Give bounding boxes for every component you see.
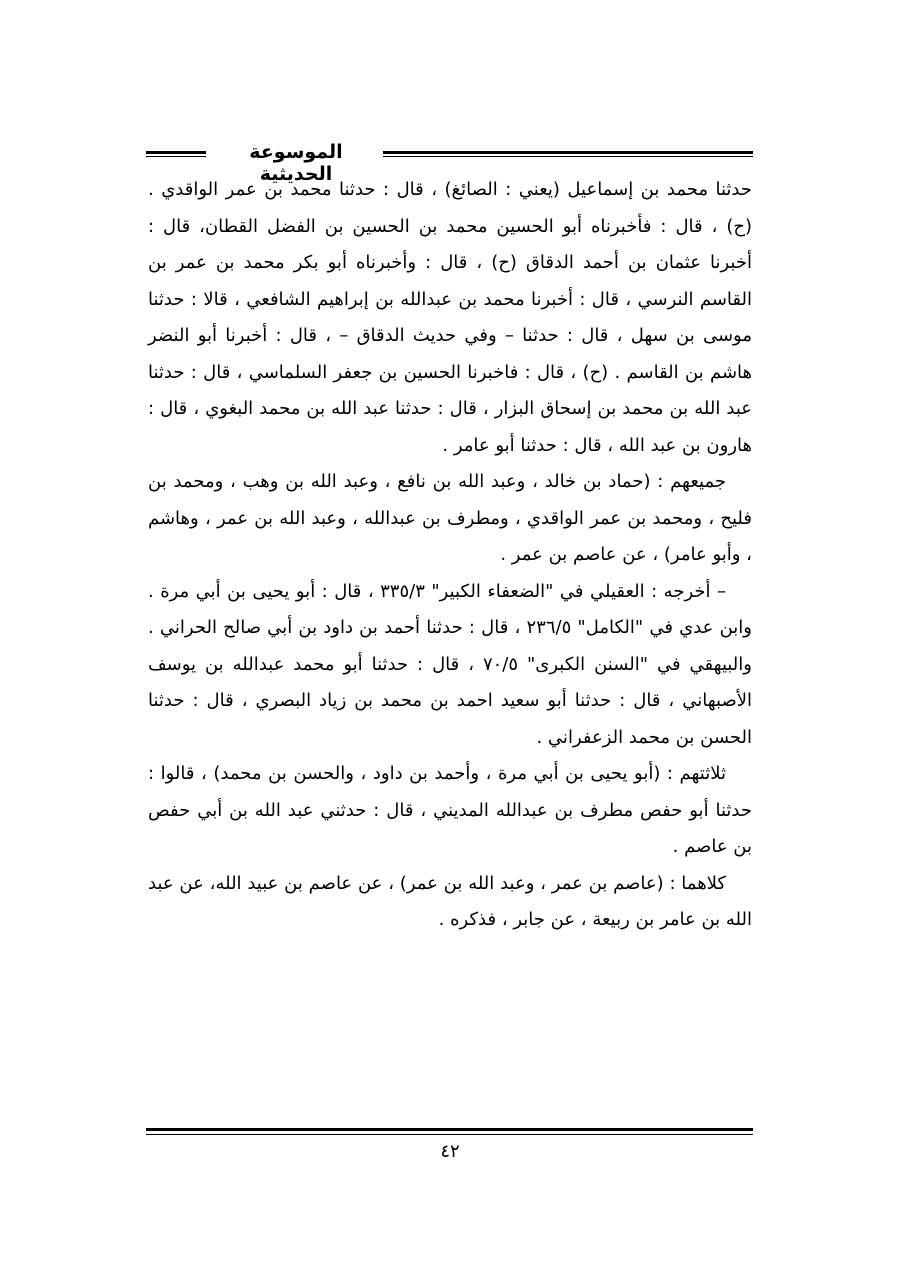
page-number: ٤٢ — [440, 1141, 460, 1162]
body-text — [148, 172, 752, 939]
paragraph-three: ثلاثتهم : (أبو يحيى بن أبي مرة ، وأحمد بن داود ، والحسن بن محمد) ، قالوا : حدثنا أبو حفص مطرف بن عبدالله المديني ، قال : حدثني عبد الله بن أبي حفص بن عاصم . — [148, 763, 752, 857]
footer-rule — [146, 1128, 753, 1135]
page-header — [146, 141, 753, 185]
header-rule-left — [146, 151, 206, 157]
header-rule-right — [383, 151, 753, 157]
paragraph-takhrij: – أخرجه : العقيلي في "الضعفاء الكبير" ٣٣٥/٣ ، قال : أبو يحيى بن أبي مرة . وابن عدي في "الكامل" ٢٣٦/٥ ، قال : حدثنا أحمد بن داود بن أبي صالح الحراني . والبيهقي في "السنن الكبرى" ٧٠/٥ ، قال : حدثنا أبو محمد عبدالله بن يوسف الأصبهاني ، قال : حدثنا أبو سعيد احمد بن محمد بن زياد البصري ، قال : حدثنا الحسن بن محمد الزعفراني . — [148, 580, 753, 748]
paragraph-narrators: جميعهم : (حماد بن خالد ، وعبد الله بن نافع ، وعبد الله بن وهب ، ومحمد بن فليح ، ومحمد بن عمر الواقدي ، ومطرف بن عبدالله ، وعبد الله بن عمر ، وهاشم ، وأبو عامر) ، عن عاصم بن عمر . — [148, 471, 752, 565]
paragraph-both: كلاهما : (عاصم بن عمر ، وعبد الله بن عمر) ، عن عاصم بن عبيد الله، عن عبد الله بن عامر بن ربيعة ، عن جابر ، فذكره . — [148, 872, 752, 930]
running-title: الموسوعة الحديثية — [249, 141, 343, 185]
paragraph-isnad: حدثنا محمد بن إسماعيل (يعني : الصائغ) ، قال : حدثنا محمد بن عمر الواقدي . (ح) ، قال : فأخبرناه أبو الحسين محمد بن الحسين بن الفضل القطان، قال : أخبرنا عثمان بن أحمد الدقاق (ح) ، قال : وأخبرناه أبو بكر محمد بن عمر بن القاسم النرسي ، قال : أخبرنا محمد بن عبدالله بن إبراهيم الشافعي ، قالا : حدثنا موسى بن سهل ، قال : حدثنا – وفي حديث الدقاق – ، قال : أخبرنا أبو النضر هاشم بن القاسم . (ح) ، قال : فاخبرنا الحسين بن جعفر السلماسي ، قال : حدثنا عبد الله بن محمد بن إسحاق البزار ، قال : حدثنا عبد الله بن محمد البغوي ، قال : هارون بن عبد الله ، قال : حدثنا أبو عامر . — [148, 179, 752, 456]
